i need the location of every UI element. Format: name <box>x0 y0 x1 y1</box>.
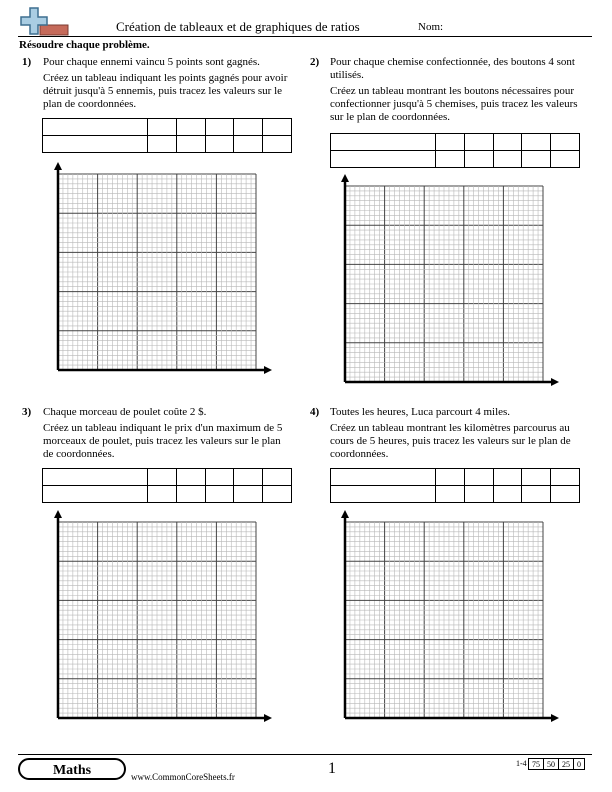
problem-text <box>330 56 582 127</box>
problem-statement: Toutes les heures, Luca parcourt 4 miles. <box>330 406 511 418</box>
plus-cross-logo-icon <box>18 6 70 38</box>
coordinate-plane[interactable] <box>52 510 274 728</box>
page-title: Création de tableaux et de graphiques de ratios <box>116 19 360 34</box>
ratio-table[interactable] <box>42 468 292 503</box>
problem-text <box>43 406 293 464</box>
page-number: 1 <box>328 760 336 777</box>
problem-number: 3) <box>22 406 32 418</box>
score-cell: 0 <box>574 759 585 770</box>
problem-statement: Pour chaque ennemi vaincu 5 points sont gagnés. <box>43 56 260 68</box>
coordinate-plane[interactable] <box>52 162 274 380</box>
coordinate-plane[interactable] <box>339 510 561 728</box>
ratio-table[interactable] <box>42 118 292 153</box>
instructions: Résoudre chaque problème. <box>19 39 150 51</box>
header-divider <box>18 36 592 37</box>
score-table <box>528 758 585 770</box>
coordinate-plane[interactable] <box>339 174 561 392</box>
problem-text <box>43 56 293 114</box>
problem-task: Créez un tableau montrant les boutons nécessaires pour confectionner jusqu'à 5 chemises, puis tracez les valeurs sur le plan de coordonnées. <box>330 85 578 123</box>
ratio-table[interactable] <box>330 468 580 503</box>
problem-number: 1) <box>22 56 32 68</box>
problem-number: 4) <box>310 406 320 418</box>
ratio-table[interactable] <box>330 133 580 168</box>
problem-number: 2) <box>310 56 320 68</box>
name-label: Nom: <box>418 21 444 33</box>
problem-task: Créez un tableau indiquant le prix d'un maximum de 5 morceaux de poulet, puis tracez les valeurs sur le plan de coordonnées. <box>43 422 283 460</box>
subject-badge: Maths <box>18 758 126 780</box>
footer-divider <box>18 754 592 755</box>
website-text: www.CommonCoreSheets.fr <box>131 772 235 782</box>
score-cell: 50 <box>544 759 559 770</box>
problem-task: Créez un tableau indiquant les points gagnés pour avoir détruit jusqu'à 5 ennemis, puis tracez les valeurs sur le plan de coordonnées. <box>43 72 288 110</box>
score-cell: 75 <box>529 759 544 770</box>
score-range-label: 1-4 <box>516 759 527 768</box>
problem-statement: Pour chaque chemise confectionnée, des boutons 4 sont utilisés. <box>330 56 575 81</box>
problem-text <box>330 406 582 464</box>
problem-task: Créez un tableau montrant les kilomètres parcourus au cours de 5 heures, puis tracez les valeurs sur le plan de coordonnées. <box>330 422 571 460</box>
score-cell: 25 <box>559 759 574 770</box>
problem-statement: Chaque morceau de poulet coûte 2 $. <box>43 406 207 418</box>
